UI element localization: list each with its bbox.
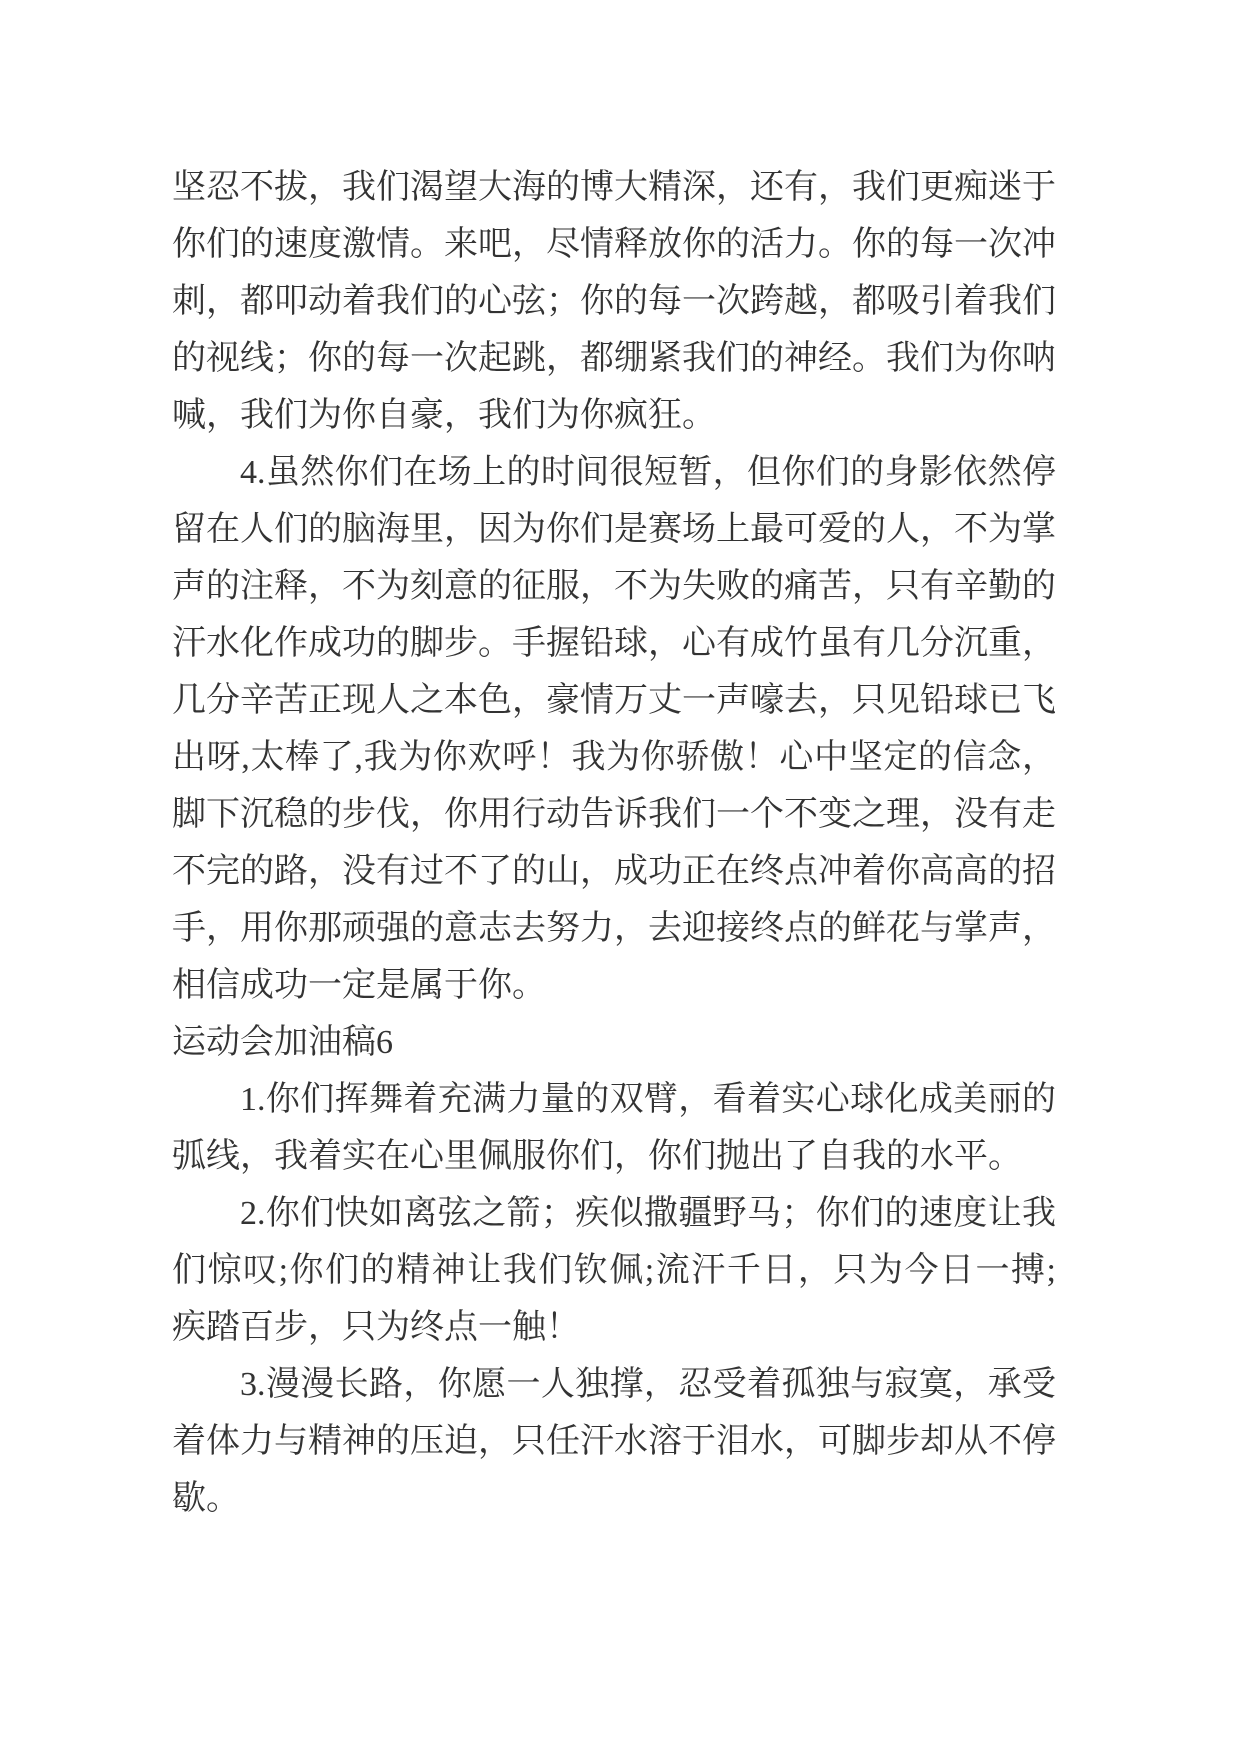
text-line: 着体力与精神的压迫，只任汗水溶于泪水，可脚步却从不停 xyxy=(172,1423,1056,1460)
text-line: 留在人们的脑海里，因为你们是赛场上最可爱的人，不为掌 xyxy=(172,511,1056,548)
document-body xyxy=(172,159,1056,1527)
text-line: 声的注释，不为刻意的征服，不为失败的痛苦，只有辛勤的 xyxy=(172,568,1056,605)
text-line: 相信成功一定是属于你。 xyxy=(172,967,546,1004)
text-line: 你们的速度激情。来吧，尽情释放你的活力。你的每一次冲 xyxy=(172,226,1056,263)
text-line: 疾踏百步，只为终点一触！ xyxy=(172,1309,580,1346)
text-line: 脚下沉稳的步伐，你用行动告诉我们一个不变之理，没有走 xyxy=(172,796,1056,833)
text-line: 2.你们快如离弦之箭；疾似撒疆野马；你们的速度让我 xyxy=(240,1195,1056,1232)
text-line: 1.你们挥舞着充满力量的双臂，看着实心球化成美丽的 xyxy=(240,1081,1056,1118)
text-line: 刺，都叩动着我们的心弦；你的每一次跨越，都吸引着我们 xyxy=(172,283,1056,320)
text-line: 手，用你那顽强的意志去努力，去迎接终点的鲜花与掌声， xyxy=(172,910,1056,947)
text-line: 弧线，我着实在心里佩服你们，你们抛出了自我的水平。 xyxy=(172,1138,1022,1175)
text-line: 3.漫漫长路，你愿一人独撑，忍受着孤独与寂寞，承受 xyxy=(240,1366,1056,1403)
text-line: 4.虽然你们在场上的时间很短暂，但你们的身影依然停 xyxy=(240,454,1056,491)
text-line: 喊，我们为你自豪，我们为你疯狂。 xyxy=(172,397,716,434)
text-line: 几分辛苦正现人之本色，豪情万丈一声嚎去，只见铅球已飞 xyxy=(172,682,1056,719)
text-line: 出呀,太棒了,我为你欢呼！我为你骄傲！心中坚定的信念， xyxy=(172,739,1056,776)
text-line: 汗水化作成功的脚步。手握铅球，心有成竹虽有几分沉重， xyxy=(172,625,1056,662)
text-line: 坚忍不拔，我们渴望大海的博大精深，还有，我们更痴迷于 xyxy=(172,169,1056,206)
section-heading: 运动会加油稿6 xyxy=(172,1024,393,1061)
text-line: 不完的路，没有过不了的山，成功正在终点冲着你高高的招 xyxy=(172,853,1056,890)
text-line: 歇。 xyxy=(172,1480,240,1517)
text-line: 们惊叹;你们的精神让我们钦佩;流汗千日，只为今日一搏; xyxy=(172,1252,1056,1289)
text-line: 的视线；你的每一次起跳，都绷紧我们的神经。我们为你呐 xyxy=(172,340,1056,377)
